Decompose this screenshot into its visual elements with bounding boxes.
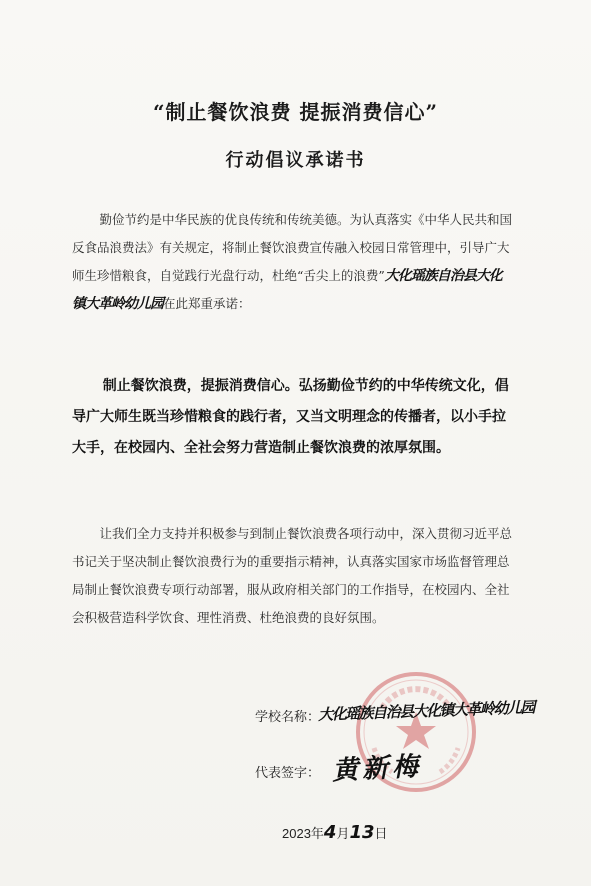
paragraph-intro	[72, 206, 512, 318]
date-year: 2023年	[282, 826, 324, 841]
paragraph-pledge: 制止餐饮浪费，提振消费信心。弘扬勤俭节约的中华传统文化，倡导广大师生既当珍惜粮食的践行者，又当文明理念的传播者，以小手拉大手，在校园内、全社会努力营造制止餐饮浪费的浓厚氛围。	[72, 377, 509, 455]
signing-date	[282, 822, 388, 843]
date-day-unit: 日	[374, 826, 388, 841]
paragraph-intro-ending: 在此郑重承诺：	[163, 296, 251, 311]
date-month-unit: 月	[336, 826, 350, 841]
date-day-handwritten: 13	[349, 822, 375, 843]
representative-signature-label: 代表签字：	[255, 766, 321, 781]
date-month-handwritten: 4	[323, 822, 337, 843]
paragraph-call-to-action: 让我们全力支持并积极参与到制止餐饮浪费各项行动中，深入贯彻习近平总书记关于坚决制止餐饮浪费行为的重要指示精神，认真落实国家市场监督管理总局制止餐饮浪费专项行动部署，服从政府相关部门的工作指导，在校园内、全社会积极营造科学饮食、理性消费、杜绝浪费的良好氛围。	[72, 526, 513, 625]
document-title: “制止餐饮浪费 提振消费信心”	[153, 100, 438, 124]
school-name-label: 学校名称：	[255, 710, 321, 725]
document-subtitle: 行动倡议承诺书	[225, 150, 366, 171]
paragraph-intro-text: 勤俭节约是中华民族的优良传统和传统美德。为认真落实《中华人民共和国反食品浪费法》有关规定，将制止餐饮浪费宣传融入校园日常管理中，引导广大师生珍惜粮食，自觉践行光盘行动，杜绝“舌尖上的浪费”	[72, 212, 513, 283]
representative-signature: 黄新梅	[331, 751, 423, 787]
handwritten-school-name-inline: 大化瑶族自治县大化镇大革岭幼儿园	[72, 268, 502, 312]
handwritten-school-name: 大化瑶族自治县大化镇大革岭幼儿园	[317, 698, 535, 724]
